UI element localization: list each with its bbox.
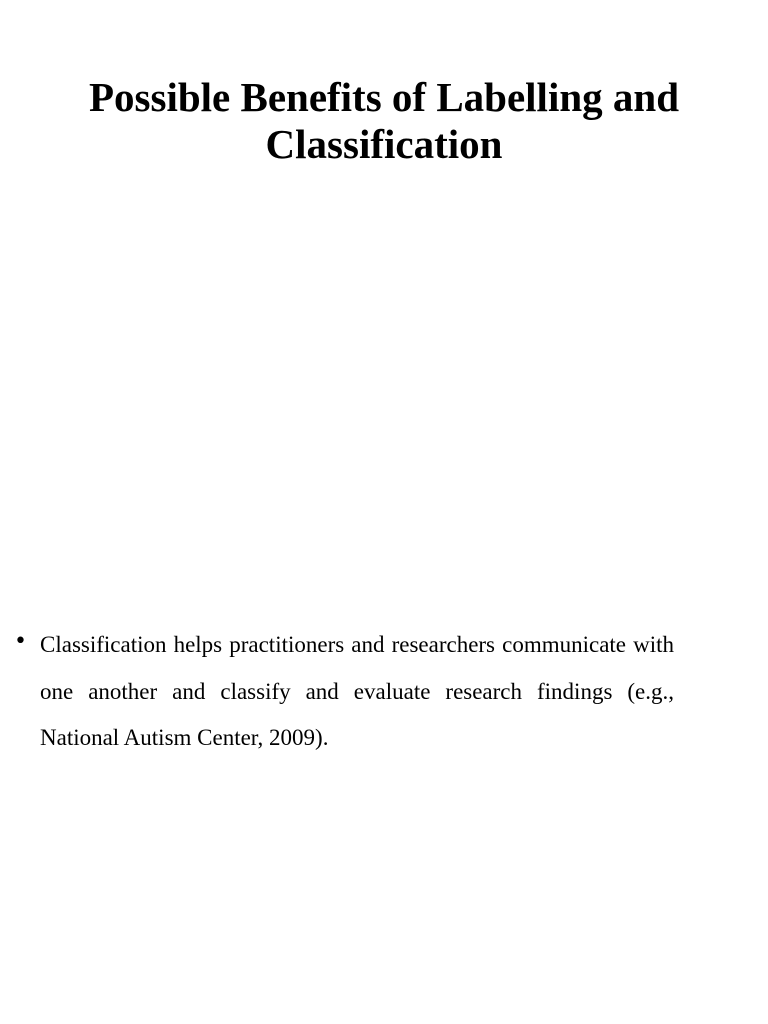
bullet-text: Classification helps practitioners and researchers communicate with one another and classify and evaluate research findings (e.g., National Autism Center, 2009). xyxy=(40,632,674,750)
bullet-item xyxy=(14,622,674,762)
bullet-icon: • xyxy=(14,629,27,654)
slide-title: Possible Benefits of Labelling and Classification xyxy=(88,74,679,167)
bullet-list xyxy=(14,622,674,762)
